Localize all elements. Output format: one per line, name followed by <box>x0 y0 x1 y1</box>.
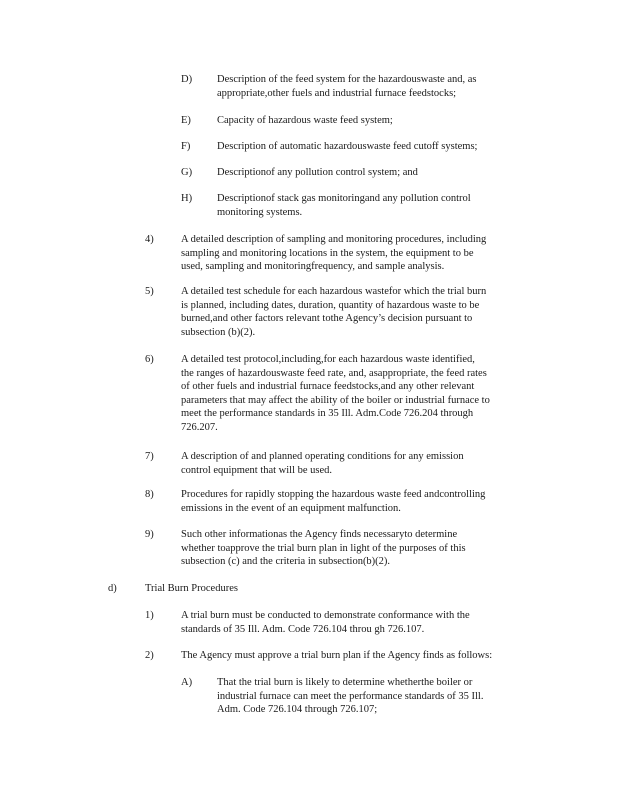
item-marker: 9) <box>145 529 154 540</box>
item-marker: 2) <box>145 650 154 661</box>
item-text: That the trial burn is likely to determine whetherthe boiler or industrial furnace can meet the performance standards of 35 Ill. Adm. Code 726.104 through 726.107; <box>217 677 484 715</box>
item-marker: D) <box>181 74 193 85</box>
item-text: A detailed test schedule for each hazardous wastefor which the trial burn is planned, including dates, duration, quantity of hazardous waste to be burned,and other factors relevant tothe Agency’s decision pursuant to subsection (b)(2). <box>181 286 487 338</box>
item-marker: 6) <box>145 354 154 365</box>
item-marker: 8) <box>145 489 154 500</box>
item-text: Procedures for rapidly stopping the hazardous waste feed andcontrolling emissions in the event of an equipment malfunction. <box>181 489 486 514</box>
item-text: Descriptionof stack gas monitoringand any pollution control monitoring systems. <box>217 193 471 218</box>
item-marker: F) <box>181 141 191 152</box>
item-text: A detailed description of sampling and monitoring procedures, including sampling and monitoring locations in the system, the equipment to be used, sampling and monitoringfrequency, and sample analysis. <box>181 234 487 272</box>
item-marker: E) <box>181 115 191 126</box>
item-text: A description of and planned operating conditions for any emission control equipment that will be used. <box>181 451 464 476</box>
item-marker: G) <box>181 167 193 178</box>
item-marker: 1) <box>145 610 154 621</box>
item-marker: 5) <box>145 286 154 297</box>
item-marker: d) <box>108 583 117 594</box>
item-marker: H) <box>181 193 193 204</box>
item-text: Descriptionof any pollution control system; and <box>217 167 418 178</box>
item-text: Description of automatic hazardouswaste feed cutoff systems; <box>217 141 478 152</box>
item-text: Such other informationas the Agency finds necessaryto determine whether toapprove the trial burn plan in light of the purposes of this subsection (c) and the criteria in subsection(b)(2). <box>181 529 466 567</box>
item-marker: 4) <box>145 234 154 245</box>
item-text: The Agency must approve a trial burn plan if the Agency finds as follows: <box>181 650 493 661</box>
item-marker: A) <box>181 677 193 688</box>
section-heading: Trial Burn Procedures <box>145 583 238 594</box>
item-marker: 7) <box>145 451 154 462</box>
item-text: A trial burn must be conducted to demonstrate conformance with the standards of 35 Ill. Adm. Code 726.104 throu gh 726.107. <box>181 610 470 635</box>
item-text: Description of the feed system for the hazardouswaste and, as appropriate,other fuels and industrial furnace feedstocks; <box>217 74 477 99</box>
item-text: A detailed test protocol,including,for each hazardous waste identified, the ranges of hazardouswaste feed rate, and, asappropriate, the feed rates of other fuels and industrial furnace feedstocks,and any other relevant parameters that may affect the ability of the boiler or industrial furnace to meet the performance standards in 35 Ill. Adm.Code 726.204 through 726.207. <box>181 354 490 433</box>
item-text: Capacity of hazardous waste feed system; <box>217 115 393 126</box>
